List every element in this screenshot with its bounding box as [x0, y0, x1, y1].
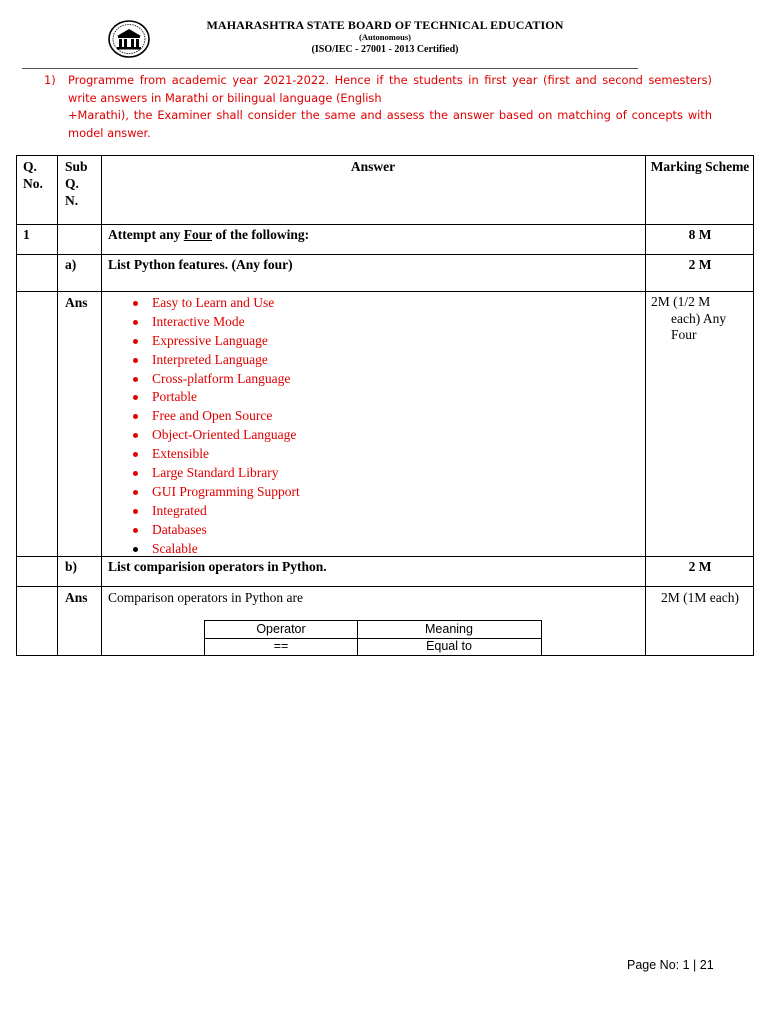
qa-question: List Python features. (Any four)	[108, 257, 293, 272]
q1-question-prefix: Attempt any	[108, 227, 184, 242]
list-item	[130, 502, 300, 521]
list-item	[130, 294, 300, 313]
row-divider	[17, 254, 753, 255]
document-header	[0, 18, 768, 62]
qa-sub-label: a)	[65, 257, 77, 272]
feature-text: Scalable	[152, 540, 198, 556]
header-answer: Answer	[350, 159, 396, 174]
row-divider	[17, 586, 753, 587]
bullet-icon	[133, 395, 138, 400]
marking-line: Four	[671, 327, 697, 342]
bullet-icon	[133, 433, 138, 438]
bullet-icon	[133, 528, 138, 533]
bullet-icon	[133, 320, 138, 325]
bullet-icon	[133, 377, 138, 382]
list-item	[130, 483, 300, 502]
feature-text: Interactive Mode	[152, 313, 245, 329]
row-divider	[17, 556, 753, 557]
list-item	[130, 464, 300, 483]
bullet-icon	[133, 414, 138, 419]
list-item	[130, 351, 300, 370]
msbte-logo-icon	[107, 19, 151, 59]
bullet-icon	[133, 358, 138, 363]
header-marking-scheme: Marking Scheme	[650, 159, 750, 174]
qb-marks: 2 M	[688, 559, 712, 574]
row-divider	[17, 291, 753, 292]
qa-ans-label: Ans	[65, 295, 88, 310]
bullet-icon	[133, 547, 138, 552]
board-subtitle: (Autonomous)	[359, 32, 411, 42]
qb-ans-label: Ans	[65, 590, 88, 605]
board-certification: (ISO/IEC - 27001 - 2013 Certified)	[311, 44, 459, 55]
feature-text: Portable	[152, 389, 197, 405]
list-item	[130, 521, 300, 540]
feature-text: Databases	[152, 521, 207, 537]
list-item	[130, 313, 300, 332]
note-line: Programme from academic year 2021-2022. Hence if the students in first year (first and second semesters)	[68, 73, 712, 87]
python-features-list	[130, 294, 300, 558]
feature-text: Extensible	[152, 446, 209, 462]
note-line: +Marathi), the Examiner shall consider the same and assess the answer based on matching of concepts with	[68, 108, 712, 122]
page-number: Page No: 1 | 21	[627, 958, 714, 972]
q1-question-emphasis: Four	[183, 227, 213, 242]
header-q-no: Q. No.	[23, 159, 43, 191]
feature-text: Free and Open Source	[152, 408, 273, 424]
feature-text: Object-Oriented Language	[152, 427, 297, 443]
column-divider	[101, 156, 102, 655]
bullet-icon	[133, 452, 138, 457]
list-item	[130, 370, 300, 389]
bullet-icon	[133, 339, 138, 344]
bullet-icon	[133, 509, 138, 514]
feature-text: Large Standard Library	[152, 465, 279, 481]
list-item	[130, 407, 300, 426]
q1-number: 1	[23, 227, 30, 242]
board-title: MAHARASHTRA STATE BOARD OF TECHNICAL EDUCATION	[206, 18, 564, 32]
note-line: model answer.	[68, 125, 151, 140]
qa-marking	[651, 294, 751, 344]
list-item	[130, 388, 300, 407]
feature-text: Interpreted Language	[152, 351, 268, 367]
marking-line: 2M (1/2 M	[651, 294, 711, 309]
operators-header-operator: Operator	[256, 622, 306, 636]
column-divider	[57, 156, 58, 655]
feature-text: Cross-platform Language	[152, 370, 291, 386]
header-divider	[22, 68, 638, 69]
bullet-icon	[133, 490, 138, 495]
meaning-cell: Equal to	[426, 639, 472, 653]
bullet-icon	[133, 301, 138, 306]
note-line: write answers in Marathi or bilingual language (English	[68, 90, 382, 105]
answer-table	[16, 155, 754, 656]
feature-text: Expressive Language	[152, 332, 268, 348]
q1-question	[108, 226, 309, 243]
operators-header-meaning: Meaning	[425, 622, 473, 636]
marking-line: each) Any	[671, 310, 727, 326]
list-item	[130, 332, 300, 351]
qb-question: List comparision operators in Python.	[108, 559, 327, 574]
qb-marking: 2M (1M each)	[661, 590, 739, 605]
qa-marks: 2 M	[688, 257, 712, 272]
list-item	[130, 426, 300, 445]
feature-text: GUI Programming Support	[152, 483, 300, 499]
row-divider	[17, 224, 753, 225]
feature-text: Integrated	[152, 502, 207, 518]
list-item	[130, 540, 300, 559]
q1-marks: 8 M	[688, 227, 712, 242]
header-sub-q-n: Sub Q. N.	[65, 159, 88, 208]
operators-table	[204, 620, 542, 656]
q1-question-suffix: of the following:	[212, 227, 310, 242]
bullet-icon	[133, 471, 138, 476]
list-item	[130, 445, 300, 464]
operator-cell: ==	[273, 639, 289, 653]
note-number: 1)	[44, 73, 56, 87]
qb-intro: Comparison operators in Python are	[108, 590, 303, 605]
feature-text: Easy to Learn and Use	[152, 295, 275, 310]
qb-sub-label: b)	[65, 559, 78, 574]
